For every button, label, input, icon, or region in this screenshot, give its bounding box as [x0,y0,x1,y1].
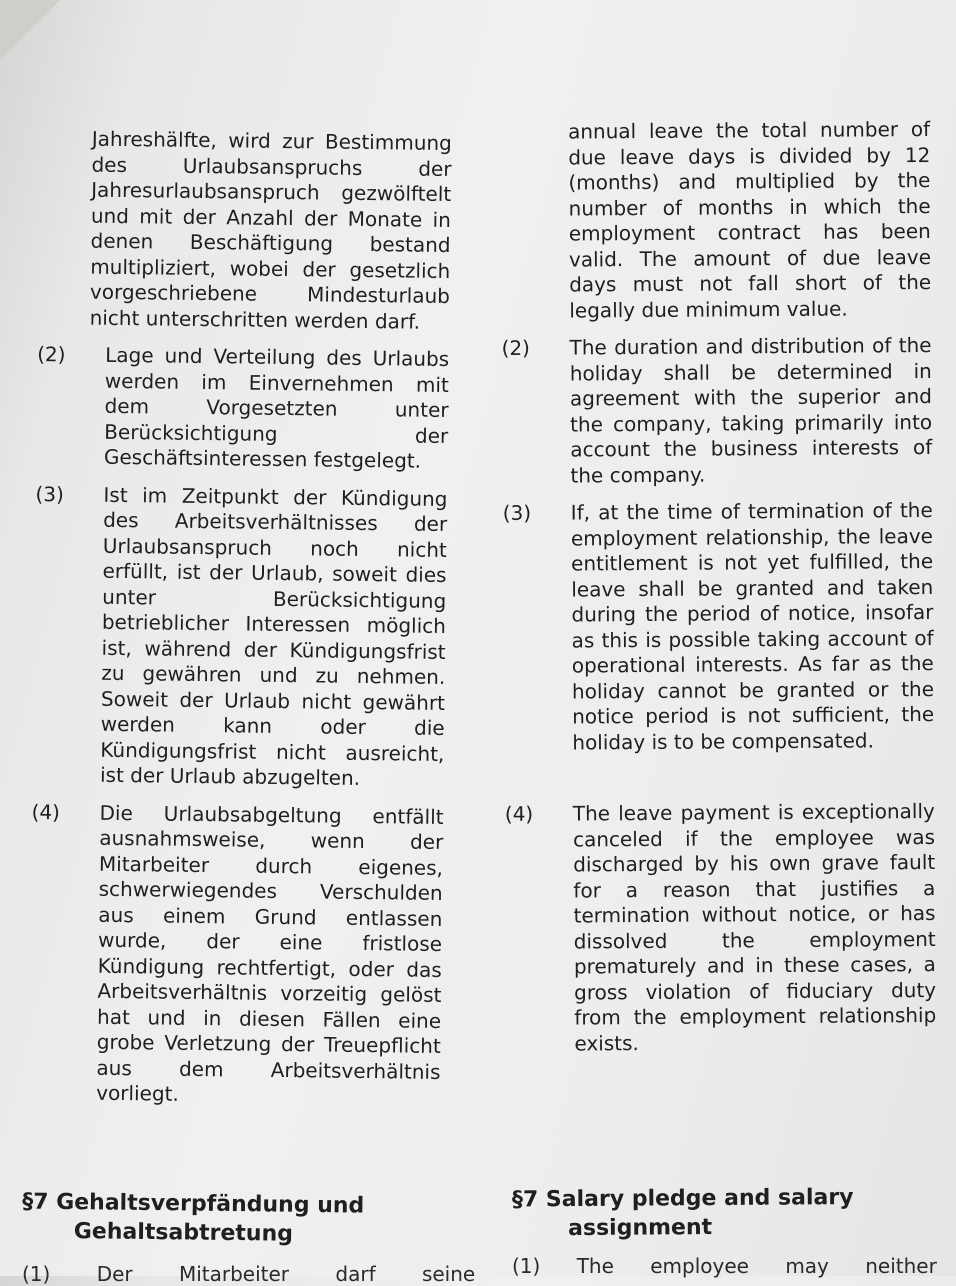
german-continuation [38,126,452,335]
german-paragraph-number: (4) [31,799,61,824]
english-paragraph-2 [502,333,933,489]
german-paragraph-number: (3) [35,481,64,506]
german-continuation-text: Jahreshälfte, wird zur Bestimmung des Urlaubsanspruchs der Jahresurlaubsanspruch gezwölftelt und mit der Anzahl der Monate in denen Beschäftigung bestand multipliziert, wobei der gesetzlich vorgeschriebene Mindesturlaub nicht unterschritten werden darf. [89,126,452,334]
english-paragraph-4 [505,799,937,1057]
german-cut-off-line: (1) Der Mitarbeiter darf seine [22,1262,476,1286]
english-paragraph-number: (2) [501,335,531,360]
english-column [500,117,937,1057]
english-continuation-text: annual leave the total number of due leave days is divided by 12 (months) and multiplied by the number of months in which the employment contract has been valid. The amount of due leave days must not fall short of the legally due minimum value. [567,116,932,323]
german-heading-line2: Gehaltsabtretung [73,1219,294,1247]
english-heading-line2: assignment [568,1215,713,1242]
english-paragraph-text: The duration and distribution of the holiday shall be determined in agreement with the superior and the company, taking primarily into account the business interests of the company. [569,332,933,488]
german-heading-line1: §7 Gehaltsverpfändung und [22,1189,365,1219]
english-continuation [500,117,931,324]
german-paragraph-text: Lage und Verteilung des Urlaubs werden im Einvernehmen mit dem Vorgesetzten unter Berücksichtigung der Geschäftsinteressen festgelegt. [103,342,450,473]
english-paragraph-number: (4) [504,801,534,826]
german-column [28,126,452,1110]
german-paragraph-3 [32,481,448,792]
german-paragraph-number: (2) [37,341,66,367]
english-paragraph-3 [503,498,935,756]
english-paragraph-text: The leave payment is exceptionally canceled if the employee was discharged by his own grave fault for a reason that justifies a termination without notice, or has dissolved the employment prematurely and in these cases, a gross violation of fiduciary duty from the employment relationship exists. [572,798,937,1056]
english-section-heading [512,1183,932,1244]
german-paragraph-text: Die Urlaubsabgeltung entfällt ausnahmsweise, wenn der Mitarbeiter durch eigenes, schwerwiegendes Verschulden aus einem Grund entlassen wurde, der eine fristlose Kündigung rechtfertigt, oder das Arbeitsverhältnis vorzeitig gelöst hat und in diesen Fällen eine grobe Verletzung der Treuepflicht aus dem Arbeitsverhältnis vorliegt. [96,800,444,1106]
english-paragraph-text: If, at the time of termination of the employment relationship, the leave entitlement is not yet fulfilled, the leave shall be granted and taken during the period of notice, insofar as this is possible taking account of operational interests. As far as the holiday cannot be granted or the notice period is not sufficient, the holiday is to be compensated. [570,497,935,755]
german-paragraph-text: Ist im Zeitpunkt der Kündigung des Arbeitsverhältnisses der Urlaubsanspruch noch nicht erfüllt, ist der Urlaub, soweit dies unter Berücksichtigung betrieblicher Interessen möglich ist, während der Kündigungsfrist zu gewähren und zu nehmen. Soweit der Urlaub nicht gewährt werden kann oder die Kündigungsfrist nicht ausreicht, ist der Urlaub abzugelten. [99,482,448,790]
german-section-heading [22,1187,443,1250]
english-heading-line1: §7 Salary pledge and salary [511,1185,854,1213]
english-paragraph-number: (3) [502,500,532,525]
english-cut-off-line: (1) The employee may neither [512,1254,937,1278]
german-paragraph-4 [28,799,444,1110]
page-corner-shadow [0,0,60,60]
german-paragraph-2 [36,342,450,475]
